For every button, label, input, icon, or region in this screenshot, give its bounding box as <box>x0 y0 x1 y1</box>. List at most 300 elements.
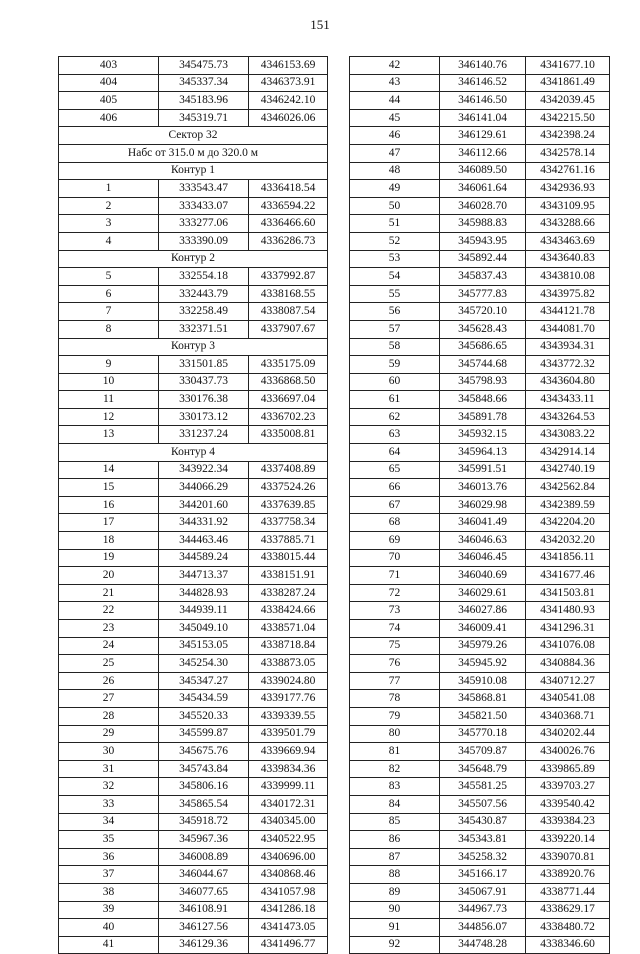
table-row <box>350 936 610 954</box>
point-number: 21 <box>59 584 159 602</box>
point-number: 22 <box>59 602 159 620</box>
point-number: 51 <box>350 215 440 233</box>
x-coordinate: 330437.73 <box>159 373 249 391</box>
x-coordinate: 345868.81 <box>440 690 526 708</box>
y-coordinate: 4341503.81 <box>526 584 610 602</box>
x-coordinate: 344856.07 <box>440 919 526 937</box>
point-number: 58 <box>350 338 440 356</box>
y-coordinate: 4336868.50 <box>249 373 328 391</box>
y-coordinate: 4342761.16 <box>526 162 610 180</box>
point-number: 25 <box>59 655 159 673</box>
x-coordinate: 346046.45 <box>440 549 526 567</box>
y-coordinate: 4340712.27 <box>526 672 610 690</box>
y-coordinate: 4340696.00 <box>249 848 328 866</box>
x-coordinate: 345166.17 <box>440 866 526 884</box>
x-coordinate: 346013.76 <box>440 479 526 497</box>
point-number: 37 <box>59 866 159 884</box>
section-header-row <box>59 250 328 268</box>
table-row <box>350 707 610 725</box>
point-number: 56 <box>350 303 440 321</box>
y-coordinate: 4338346.60 <box>526 936 610 954</box>
point-number: 10 <box>59 373 159 391</box>
table-row <box>350 74 610 92</box>
table-row <box>350 144 610 162</box>
table-row <box>59 109 328 127</box>
y-coordinate: 4343264.53 <box>526 408 610 426</box>
y-coordinate: 4339339.55 <box>249 707 328 725</box>
table-row <box>59 479 328 497</box>
x-coordinate: 345910.08 <box>440 672 526 690</box>
x-coordinate: 345258.32 <box>440 848 526 866</box>
table-row <box>350 303 610 321</box>
y-coordinate: 4336466.60 <box>249 215 328 233</box>
point-number: 55 <box>350 285 440 303</box>
point-number: 50 <box>350 197 440 215</box>
point-number: 5 <box>59 268 159 286</box>
table-row <box>350 109 610 127</box>
x-coordinate: 345475.73 <box>159 57 249 75</box>
x-coordinate: 346146.50 <box>440 92 526 110</box>
y-coordinate: 4338087.54 <box>249 303 328 321</box>
y-coordinate: 4342389.59 <box>526 496 610 514</box>
table-row <box>59 461 328 479</box>
x-coordinate: 333433.07 <box>159 197 249 215</box>
y-coordinate: 4343640.83 <box>526 250 610 268</box>
point-number: 60 <box>350 373 440 391</box>
table-row <box>350 831 610 849</box>
x-coordinate: 346029.61 <box>440 584 526 602</box>
table-row <box>350 795 610 813</box>
y-coordinate: 4339070.81 <box>526 848 610 866</box>
table-row <box>59 919 328 937</box>
x-coordinate: 345770.18 <box>440 725 526 743</box>
table-row <box>350 919 610 937</box>
x-coordinate: 345918.72 <box>159 813 249 831</box>
table-row <box>59 320 328 338</box>
point-number: 52 <box>350 232 440 250</box>
x-coordinate: 345628.43 <box>440 320 526 338</box>
table-row <box>350 215 610 233</box>
point-number: 38 <box>59 883 159 901</box>
point-number: 403 <box>59 57 159 75</box>
table-row <box>59 514 328 532</box>
point-number: 79 <box>350 707 440 725</box>
point-number: 47 <box>350 144 440 162</box>
table-row <box>350 285 610 303</box>
table-row <box>59 743 328 761</box>
x-coordinate: 346140.76 <box>440 57 526 75</box>
point-number: 73 <box>350 602 440 620</box>
point-number: 6 <box>59 285 159 303</box>
point-number: 2 <box>59 197 159 215</box>
table-row <box>350 848 610 866</box>
x-coordinate: 345743.84 <box>159 760 249 778</box>
x-coordinate: 346089.50 <box>440 162 526 180</box>
point-number: 13 <box>59 426 159 444</box>
section-header-row <box>59 144 328 162</box>
point-number: 33 <box>59 795 159 813</box>
table-row <box>350 391 610 409</box>
table-row <box>350 532 610 550</box>
point-number: 57 <box>350 320 440 338</box>
table-row <box>350 57 610 75</box>
y-coordinate: 4341861.49 <box>526 74 610 92</box>
point-number: 78 <box>350 690 440 708</box>
table-row <box>350 232 610 250</box>
x-coordinate: 345821.50 <box>440 707 526 725</box>
x-coordinate: 345254.30 <box>159 655 249 673</box>
point-number: 84 <box>350 795 440 813</box>
y-coordinate: 4339999.11 <box>249 778 328 796</box>
point-number: 19 <box>59 549 159 567</box>
point-number: 15 <box>59 479 159 497</box>
y-coordinate: 4337758.34 <box>249 514 328 532</box>
x-coordinate: 345798.93 <box>440 373 526 391</box>
table-row <box>350 901 610 919</box>
section-header-row <box>59 444 328 462</box>
y-coordinate: 4341473.05 <box>249 919 328 937</box>
point-number: 91 <box>350 919 440 937</box>
section-header: Контур 3 <box>59 338 328 356</box>
y-coordinate: 4340541.08 <box>526 690 610 708</box>
x-coordinate: 346008.89 <box>159 848 249 866</box>
table-row <box>59 74 328 92</box>
table-row <box>350 426 610 444</box>
y-coordinate: 4342215.50 <box>526 109 610 127</box>
point-number: 39 <box>59 901 159 919</box>
y-coordinate: 4340368.71 <box>526 707 610 725</box>
point-number: 14 <box>59 461 159 479</box>
table-row <box>350 197 610 215</box>
y-coordinate: 4346242.10 <box>249 92 328 110</box>
point-number: 64 <box>350 444 440 462</box>
table-row <box>350 760 610 778</box>
x-coordinate: 343922.34 <box>159 461 249 479</box>
point-number: 66 <box>350 479 440 497</box>
section-header: Набс от 315.0 м до 320.0 м <box>59 144 328 162</box>
section-header-row <box>59 127 328 145</box>
x-coordinate: 344939.11 <box>159 602 249 620</box>
y-coordinate: 4338480.72 <box>526 919 610 937</box>
y-coordinate: 4337992.87 <box>249 268 328 286</box>
table-row <box>59 795 328 813</box>
x-coordinate: 345720.10 <box>440 303 526 321</box>
table-row <box>350 866 610 884</box>
table-row <box>350 356 610 374</box>
y-coordinate: 4346026.06 <box>249 109 328 127</box>
y-coordinate: 4338168.55 <box>249 285 328 303</box>
point-number: 31 <box>59 760 159 778</box>
x-coordinate: 345932.15 <box>440 426 526 444</box>
table-row <box>59 567 328 585</box>
table-row <box>59 901 328 919</box>
table-row <box>350 690 610 708</box>
table-row <box>59 426 328 444</box>
point-number: 68 <box>350 514 440 532</box>
y-coordinate: 4340884.36 <box>526 655 610 673</box>
point-number: 74 <box>350 620 440 638</box>
section-header: Контур 2 <box>59 250 328 268</box>
x-coordinate: 344828.93 <box>159 584 249 602</box>
x-coordinate: 330173.12 <box>159 408 249 426</box>
x-coordinate: 345709.87 <box>440 743 526 761</box>
y-coordinate: 4335175.09 <box>249 356 328 374</box>
table-row <box>59 620 328 638</box>
x-coordinate: 333277.06 <box>159 215 249 233</box>
point-number: 406 <box>59 109 159 127</box>
y-coordinate: 4340026.76 <box>526 743 610 761</box>
y-coordinate: 4338629.17 <box>526 901 610 919</box>
y-coordinate: 4341076.08 <box>526 637 610 655</box>
section-header: Контур 4 <box>59 444 328 462</box>
table-row <box>59 197 328 215</box>
x-coordinate: 345520.33 <box>159 707 249 725</box>
x-coordinate: 346041.49 <box>440 514 526 532</box>
point-number: 12 <box>59 408 159 426</box>
table-row <box>350 514 610 532</box>
point-number: 1 <box>59 180 159 198</box>
y-coordinate: 4344081.70 <box>526 320 610 338</box>
point-number: 49 <box>350 180 440 198</box>
coordinates-table-left <box>58 56 328 954</box>
x-coordinate: 345430.87 <box>440 813 526 831</box>
table-row <box>350 725 610 743</box>
x-coordinate: 346029.98 <box>440 496 526 514</box>
x-coordinate: 344748.28 <box>440 936 526 954</box>
y-coordinate: 4337885.71 <box>249 532 328 550</box>
y-coordinate: 4339220.14 <box>526 831 610 849</box>
y-coordinate: 4340172.31 <box>249 795 328 813</box>
table-row <box>59 672 328 690</box>
y-coordinate: 4342204.20 <box>526 514 610 532</box>
x-coordinate: 345067.91 <box>440 883 526 901</box>
x-coordinate: 345943.95 <box>440 232 526 250</box>
point-number: 80 <box>350 725 440 743</box>
y-coordinate: 4336286.73 <box>249 232 328 250</box>
x-coordinate: 345183.96 <box>159 92 249 110</box>
section-header-row <box>59 162 328 180</box>
x-coordinate: 346061.64 <box>440 180 526 198</box>
y-coordinate: 4343604.80 <box>526 373 610 391</box>
table-row <box>59 602 328 620</box>
x-coordinate: 346009.41 <box>440 620 526 638</box>
y-coordinate: 4341496.77 <box>249 936 328 954</box>
x-coordinate: 344201.60 <box>159 496 249 514</box>
point-number: 61 <box>350 391 440 409</box>
point-number: 89 <box>350 883 440 901</box>
y-coordinate: 4342562.84 <box>526 479 610 497</box>
x-coordinate: 331501.85 <box>159 356 249 374</box>
table-row <box>59 215 328 233</box>
point-number: 28 <box>59 707 159 725</box>
y-coordinate: 4336697.04 <box>249 391 328 409</box>
y-coordinate: 4343109.95 <box>526 197 610 215</box>
point-number: 77 <box>350 672 440 690</box>
x-coordinate: 345806.16 <box>159 778 249 796</box>
y-coordinate: 4340522.95 <box>249 831 328 849</box>
y-coordinate: 4339834.36 <box>249 760 328 778</box>
point-number: 83 <box>350 778 440 796</box>
point-number: 26 <box>59 672 159 690</box>
point-number: 59 <box>350 356 440 374</box>
y-coordinate: 4339177.76 <box>249 690 328 708</box>
point-number: 92 <box>350 936 440 954</box>
x-coordinate: 345979.26 <box>440 637 526 655</box>
point-number: 69 <box>350 532 440 550</box>
point-number: 27 <box>59 690 159 708</box>
table-row <box>59 180 328 198</box>
x-coordinate: 345865.54 <box>159 795 249 813</box>
point-number: 71 <box>350 567 440 585</box>
x-coordinate: 345945.92 <box>440 655 526 673</box>
table-row <box>350 496 610 514</box>
y-coordinate: 4344121.78 <box>526 303 610 321</box>
x-coordinate: 345837.43 <box>440 268 526 286</box>
y-coordinate: 4338424.66 <box>249 602 328 620</box>
point-number: 53 <box>350 250 440 268</box>
table-row <box>59 532 328 550</box>
x-coordinate: 346129.36 <box>159 936 249 954</box>
x-coordinate: 345892.44 <box>440 250 526 268</box>
y-coordinate: 4343288.66 <box>526 215 610 233</box>
y-coordinate: 4343433.11 <box>526 391 610 409</box>
x-coordinate: 345337.34 <box>159 74 249 92</box>
y-coordinate: 4338771.44 <box>526 883 610 901</box>
x-coordinate: 345434.59 <box>159 690 249 708</box>
table-row <box>350 813 610 831</box>
x-coordinate: 345599.87 <box>159 725 249 743</box>
table-row <box>59 92 328 110</box>
table-row <box>59 584 328 602</box>
point-number: 43 <box>350 74 440 92</box>
table-row <box>350 250 610 268</box>
table-row <box>59 391 328 409</box>
point-number: 35 <box>59 831 159 849</box>
table-row <box>350 127 610 145</box>
x-coordinate: 344589.24 <box>159 549 249 567</box>
point-number: 30 <box>59 743 159 761</box>
section-header: Сектор 32 <box>59 127 328 145</box>
x-coordinate: 345744.68 <box>440 356 526 374</box>
y-coordinate: 4343934.31 <box>526 338 610 356</box>
table-row <box>59 866 328 884</box>
x-coordinate: 345891.78 <box>440 408 526 426</box>
y-coordinate: 4337524.26 <box>249 479 328 497</box>
table-row <box>59 373 328 391</box>
y-coordinate: 4343463.69 <box>526 232 610 250</box>
table-row <box>59 57 328 75</box>
point-number: 34 <box>59 813 159 831</box>
y-coordinate: 4341480.93 <box>526 602 610 620</box>
table-row <box>350 444 610 462</box>
x-coordinate: 346108.91 <box>159 901 249 919</box>
y-coordinate: 4339384.23 <box>526 813 610 831</box>
table-row <box>59 690 328 708</box>
y-coordinate: 4339540.42 <box>526 795 610 813</box>
table-row <box>350 461 610 479</box>
y-coordinate: 4336702.23 <box>249 408 328 426</box>
point-number: 76 <box>350 655 440 673</box>
point-number: 90 <box>350 901 440 919</box>
y-coordinate: 4337639.85 <box>249 496 328 514</box>
point-number: 20 <box>59 567 159 585</box>
x-coordinate: 345964.13 <box>440 444 526 462</box>
y-coordinate: 4341057.98 <box>249 883 328 901</box>
point-number: 16 <box>59 496 159 514</box>
point-number: 405 <box>59 92 159 110</box>
table-row <box>350 408 610 426</box>
table-row <box>350 338 610 356</box>
table-row <box>59 778 328 796</box>
point-number: 8 <box>59 320 159 338</box>
table-row <box>59 285 328 303</box>
x-coordinate: 345049.10 <box>159 620 249 638</box>
x-coordinate: 345777.83 <box>440 285 526 303</box>
y-coordinate: 4343083.22 <box>526 426 610 444</box>
y-coordinate: 4339669.94 <box>249 743 328 761</box>
y-coordinate: 4339703.27 <box>526 778 610 796</box>
point-number: 88 <box>350 866 440 884</box>
table-row <box>350 180 610 198</box>
x-coordinate: 345347.27 <box>159 672 249 690</box>
x-coordinate: 346027.86 <box>440 602 526 620</box>
table-row <box>350 672 610 690</box>
table-row <box>59 549 328 567</box>
y-coordinate: 4341296.31 <box>526 620 610 638</box>
section-header-row <box>59 338 328 356</box>
point-number: 87 <box>350 848 440 866</box>
x-coordinate: 332371.51 <box>159 320 249 338</box>
point-number: 23 <box>59 620 159 638</box>
y-coordinate: 4343975.82 <box>526 285 610 303</box>
point-number: 24 <box>59 637 159 655</box>
table-row <box>59 303 328 321</box>
x-coordinate: 333390.09 <box>159 232 249 250</box>
x-coordinate: 346028.70 <box>440 197 526 215</box>
x-coordinate: 345153.05 <box>159 637 249 655</box>
y-coordinate: 4346373.91 <box>249 74 328 92</box>
point-number: 18 <box>59 532 159 550</box>
x-coordinate: 346040.69 <box>440 567 526 585</box>
table-row <box>350 743 610 761</box>
point-number: 86 <box>350 831 440 849</box>
y-coordinate: 4339501.79 <box>249 725 328 743</box>
y-coordinate: 4337907.67 <box>249 320 328 338</box>
x-coordinate: 344967.73 <box>440 901 526 919</box>
y-coordinate: 4342039.45 <box>526 92 610 110</box>
point-number: 40 <box>59 919 159 937</box>
page-number: 151 <box>310 17 330 32</box>
point-number: 48 <box>350 162 440 180</box>
x-coordinate: 344066.29 <box>159 479 249 497</box>
y-coordinate: 4338873.05 <box>249 655 328 673</box>
table-row <box>350 549 610 567</box>
y-coordinate: 4337408.89 <box>249 461 328 479</box>
point-number: 70 <box>350 549 440 567</box>
table-row <box>59 848 328 866</box>
point-number: 44 <box>350 92 440 110</box>
y-coordinate: 4341677.10 <box>526 57 610 75</box>
y-coordinate: 4342740.19 <box>526 461 610 479</box>
x-coordinate: 344331.92 <box>159 514 249 532</box>
x-coordinate: 345848.66 <box>440 391 526 409</box>
y-coordinate: 4338287.24 <box>249 584 328 602</box>
x-coordinate: 346129.61 <box>440 127 526 145</box>
y-coordinate: 4343772.32 <box>526 356 610 374</box>
x-coordinate: 332554.18 <box>159 268 249 286</box>
table-row <box>350 602 610 620</box>
y-coordinate: 4339865.89 <box>526 760 610 778</box>
